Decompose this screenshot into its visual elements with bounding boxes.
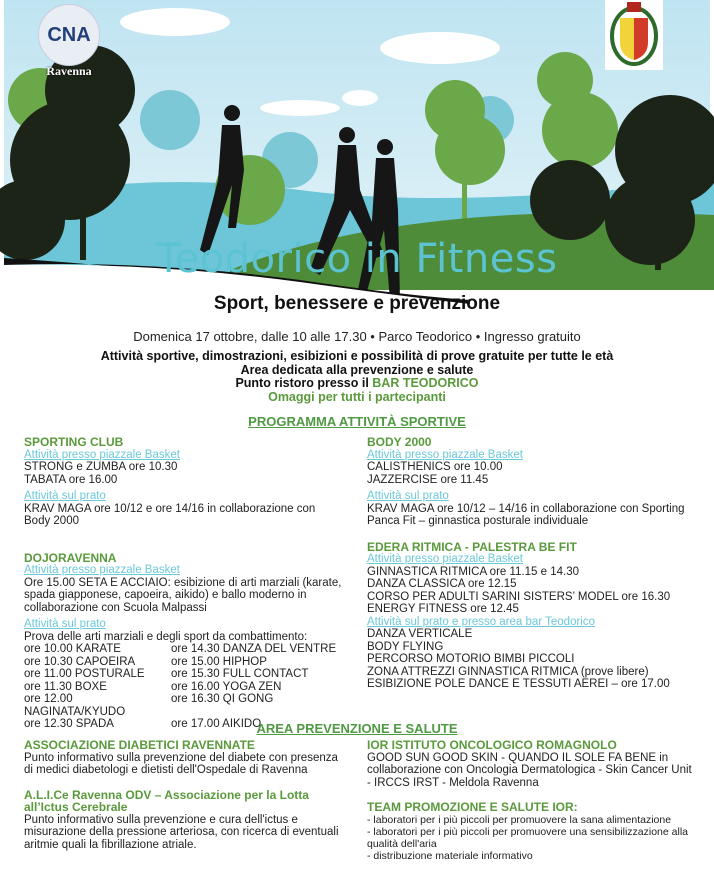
schedule-item: ore 15.30 FULL CONTACT bbox=[171, 668, 309, 680]
list-item: ENERGY FITNESS ore 12.45 bbox=[367, 603, 519, 615]
list-item: TABATA ore 16.00 bbox=[24, 473, 118, 486]
list-item: - laboratori per i più piccoli per promuovere la sana alimentazione bbox=[367, 813, 672, 826]
page-subtitle: Sport, benessere e prevenzione bbox=[213, 293, 501, 314]
schedule-item: ore 10.00 KARATE bbox=[24, 643, 121, 655]
list-item: ESIBIZIONE POLE DANCE E TESSUTI AEREI – ore 17.00 bbox=[367, 678, 670, 690]
paragraph: Punto informativo sulla prevenzione del diabete con presenza di medici diabetologi e dietisti dell'Ospedale di Ravenna bbox=[24, 751, 338, 776]
list-item: CALISTHENICS ore 10.00 bbox=[367, 461, 503, 473]
schedule-item: ore 15.00 HIPHOP bbox=[171, 655, 267, 668]
page-title: Teodorico in Fitness bbox=[156, 236, 558, 282]
list-item: - distribuzione materiale informativo bbox=[367, 849, 533, 862]
section-heading-area: AREA PREVENZIONE E SALUTE bbox=[256, 721, 458, 736]
list-item: GINNASTICA RITMICA ore 11.15 e 14.30 bbox=[367, 565, 579, 578]
schedule-item: ore 12.00 NAGINATA/KYUDO bbox=[24, 693, 126, 718]
subheading-link[interactable]: Attività sul prato e presso area bar Teodorico bbox=[367, 615, 595, 628]
schedule-item: ore 14.30 DANZA DEL VENTRE bbox=[171, 643, 337, 655]
list-item: JAZZERCISE ore 11.45 bbox=[367, 473, 489, 486]
schedule-item: ore 16.00 YOGA ZEN bbox=[171, 680, 282, 693]
cna-city: Ravenna bbox=[46, 64, 92, 78]
subheading-link[interactable]: Attività presso piazzale Basket bbox=[24, 448, 180, 461]
programma-right-column bbox=[367, 436, 702, 691]
event-dateline: Domenica 17 ottobre, dalle 10 alle 17.30 • Parco Teodorico • Ingresso gratuito bbox=[133, 329, 581, 344]
schedule-item: ore 11.30 BOXE bbox=[24, 680, 107, 693]
paragraph: GOOD SUN GOOD SKIN - QUANDO IL SOLE FA BENE in collaborazione con Oncologia Dermatologica - Skin Cancer Unit - IRCCS IRST - Meldola Ravenna bbox=[367, 751, 692, 789]
comune-crest-icon bbox=[605, 0, 663, 70]
list-item: Panca Fit – ginnastica posturale individuale bbox=[367, 515, 589, 527]
cna-logo-text: CNA bbox=[47, 23, 91, 46]
org-name: TEAM PROMOZIONE E SALUTE IOR: bbox=[367, 800, 578, 814]
org-name: DOJORAVENNA bbox=[24, 550, 117, 565]
org-name: EDERA RITMICA - PALESTRA BE FIT bbox=[367, 539, 577, 554]
subheading-link[interactable]: Attività sul prato bbox=[367, 490, 449, 502]
subheading-link[interactable]: Attività sul prato bbox=[24, 490, 106, 502]
paragraph: Ore 15.00 SETA E ACCIAIO: esibizione di arti marziali (karate, spada giapponese, capoeira, aikido) e ballo moderno in collaborazione con Scuola Malpassi bbox=[24, 576, 342, 614]
list-item: KRAV MAGA ore 10/12 – 14/16 in collaborazione con Sporting bbox=[367, 502, 685, 515]
list-item: CORSO PER ADULTI SARINI SISTERS’ MODEL ore 16.30 bbox=[367, 590, 671, 603]
subheading-link[interactable]: Attività sul prato bbox=[24, 618, 106, 630]
bar-teodorico: BAR TEODORICO bbox=[372, 376, 479, 390]
list-item: ZONA ATTREZZI GINNASTICA RITMICA (prove libere) bbox=[367, 665, 649, 678]
section-heading-programma: PROGRAMMA ATTIVITÀ SPORTIVE bbox=[248, 414, 466, 429]
subheading-link[interactable]: Attività presso piazzale Basket bbox=[367, 553, 523, 565]
schedule-item: ore 17.00 AIKIDO bbox=[171, 718, 262, 730]
paragraph: Prova delle arti marziali e degli sport da combattimento: bbox=[24, 630, 308, 643]
intro-line: Omaggi per tutti i partecipanti bbox=[268, 389, 446, 404]
schedule-grid bbox=[24, 643, 344, 731]
subheading-link[interactable]: Attività presso piazzale Basket bbox=[367, 448, 523, 461]
paragraph: Punto informativo sulla prevenzione e cura dell'ictus e misurazione della pressione arteriosa, con ricerca di eventuali aritmie quali la fibrillazione atriale. bbox=[24, 813, 339, 851]
org-name: SPORTING CLUB bbox=[24, 435, 124, 449]
schedule-item: ore 11.00 POSTURALE bbox=[24, 668, 145, 680]
area-left-column bbox=[24, 739, 339, 851]
schedule-item: ore 16.30 QI GONG bbox=[171, 693, 274, 705]
intro-block bbox=[0, 350, 714, 404]
cna-logo bbox=[38, 4, 100, 66]
schedule-item: ore 12.30 SPADA bbox=[24, 718, 114, 730]
intro-line: Attività sportive, dimostrazioni, esibizioni e possibilità di prove gratuite per tutte le età bbox=[100, 349, 614, 363]
org-name: ASSOCIAZIONE DIABETICI RAVENNATE bbox=[24, 738, 255, 752]
org-name: IOR ISTITUTO ONCOLOGICO ROMAGNOLO bbox=[367, 738, 617, 752]
intro-line: Area dedicata alla prevenzione e salute bbox=[240, 362, 474, 377]
schedule-item: ore 10.30 CAPOEIRA bbox=[24, 655, 136, 668]
list-item: PERCORSO MOTORIO BIMBI PICCOLI bbox=[367, 653, 575, 665]
programma-left-column bbox=[24, 436, 344, 731]
org-name: BODY 2000 bbox=[367, 435, 432, 449]
org-name: A.L.I.Ce Ravenna ODV – Associazione per la Lotta all’Ictus Cerebrale bbox=[24, 787, 309, 814]
intro-line bbox=[0, 377, 714, 391]
area-right-column bbox=[367, 739, 697, 862]
list-item: BODY FLYING bbox=[367, 640, 444, 653]
subheading-link[interactable]: Attività presso piazzale Basket bbox=[24, 564, 180, 576]
list-item: - laboratori per i più piccoli per promuovere una sensibilizzazione alla qualità dell'aria bbox=[367, 825, 688, 850]
list-item: DANZA CLASSICA ore 12.15 bbox=[367, 578, 517, 590]
intro-text: Punto ristoro presso il bbox=[235, 376, 373, 390]
list-item: STRONG e ZUMBA ore 10.30 bbox=[24, 461, 178, 473]
list-item: KRAV MAGA ore 10/12 e ore 14/16 in collaborazione con Body 2000 bbox=[24, 502, 316, 527]
list-item: DANZA VERTICALE bbox=[367, 628, 473, 640]
